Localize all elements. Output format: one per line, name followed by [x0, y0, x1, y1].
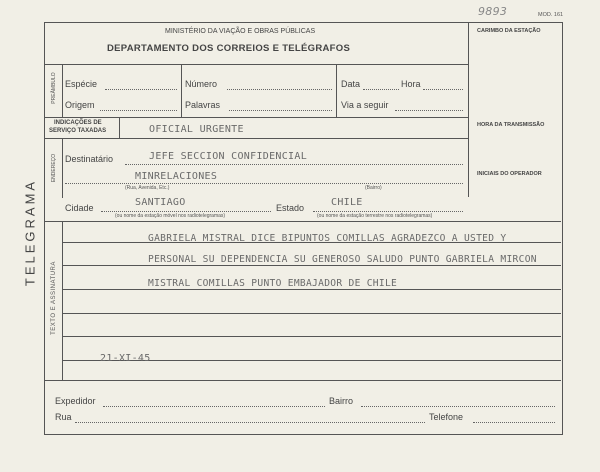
expedidor-label: Expedidor: [55, 396, 96, 406]
message-date: 21-XI-45: [100, 353, 151, 364]
rua-label: Rua: [55, 412, 72, 422]
cidade-note: (ou nome da estação móvel nos radiotelegramas): [115, 213, 226, 219]
bairro-note: (Bairro): [365, 185, 382, 191]
model-number: MOD. 161: [538, 12, 564, 18]
via-label: Via a seguir: [341, 100, 389, 110]
telefone-label: Telefone: [429, 412, 464, 422]
department-title: DEPARTAMENTO DOS CORREIOS E TELÉGRAFOS: [107, 43, 351, 54]
message-line-2: PERSONAL SU DEPENDENCIA SU GENEROSO SALUDO PUNTO GABRIELA MIRCON: [148, 254, 537, 265]
bairro-label: Bairro: [329, 396, 354, 406]
indications-label-2: SERVIÇO TAXADAS: [49, 128, 107, 134]
texto-label: TEXTO E ASSINATURA: [51, 261, 57, 335]
estado-label: Estado: [276, 203, 305, 213]
destinatario-value: JEFE SECCION CONFIDENCIAL: [149, 151, 308, 162]
operator-initials-label: INICIAIS DO OPERADOR: [477, 171, 542, 177]
hora-label: Hora: [401, 79, 421, 89]
destinatario-label: Destinatário: [65, 154, 114, 164]
cidade-value: SANTIAGO: [135, 197, 186, 208]
station-stamp-label: CARIMBO DA ESTAÇÃO: [477, 28, 541, 34]
estado-value: CHILE: [331, 197, 363, 208]
ref-number: 9893: [478, 5, 508, 18]
message-line-3: MISTRAL COMILLAS PUNTO EMBAJADOR DE CHILE: [148, 278, 398, 289]
telegram-form: [44, 22, 563, 435]
endereco-label: ENDEREÇO: [51, 153, 57, 183]
numero-label: Número: [185, 79, 218, 89]
address-line2-value: MINRELACIONES: [135, 171, 218, 182]
transmission-time-label: HORA DA TRANSMISSÃO: [477, 122, 545, 128]
palavras-label: Palavras: [185, 100, 221, 110]
ministry-title: MINISTÉRIO DA VIAÇÃO E OBRAS PÚBLICAS: [165, 28, 316, 35]
especie-label: Espécie: [65, 79, 98, 89]
rua-note: (Rua, Avenida, Etc.): [125, 185, 170, 191]
preambulo-label: PREÂMBULO: [51, 72, 57, 104]
cidade-label: Cidade: [65, 203, 94, 213]
estado-note: (ou nome da estação terrestre nos radiotelegramas): [317, 213, 433, 219]
data-label: Data: [341, 79, 361, 89]
indications-label-1: INDICAÇÕES DE: [54, 120, 102, 126]
telegrama-label: TELEGRAMA: [22, 178, 38, 287]
indications-value: OFICIAL URGENTE: [149, 124, 244, 135]
message-line-1: GABRIELA MISTRAL DICE BIPUNTOS COMILLAS AGRADEZCO A USTED Y: [148, 233, 507, 244]
origem-label: Origem: [65, 100, 95, 110]
